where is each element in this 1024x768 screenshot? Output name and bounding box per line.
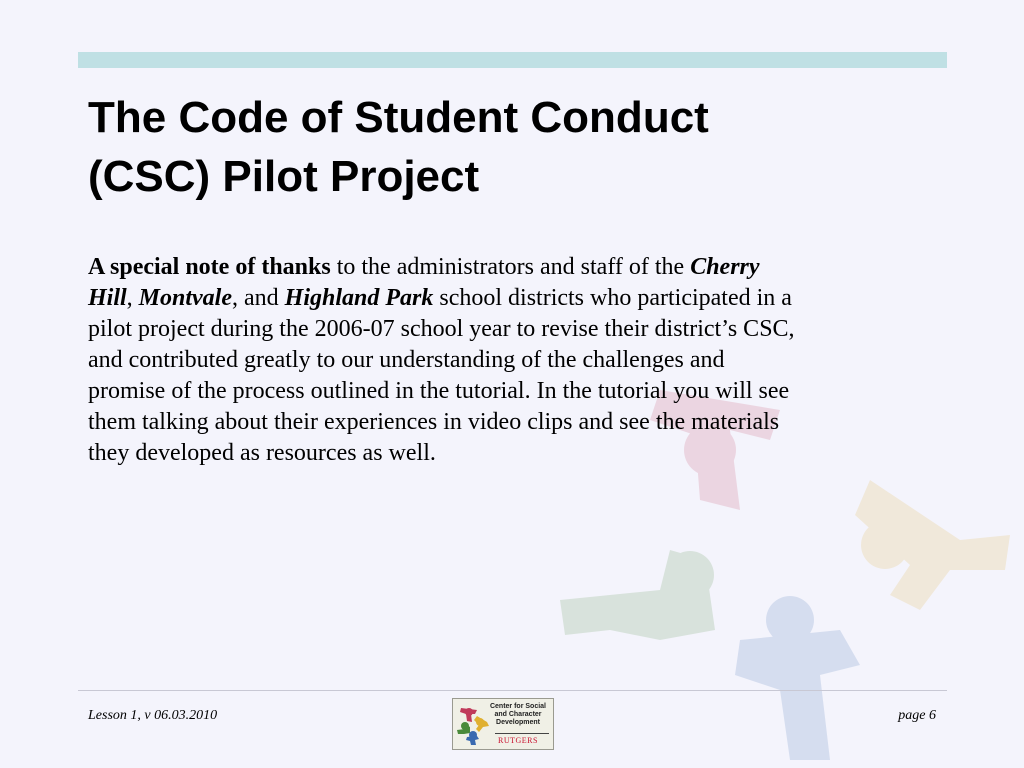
slide-title-line-1: The Code of Student Conduct: [88, 93, 709, 142]
paragraph-line-7: they developed as resources as well.: [88, 440, 436, 466]
slide-title: [88, 88, 888, 206]
footer-divider: [78, 690, 947, 691]
logo-text-line-3: Development: [496, 719, 540, 726]
paragraph-line-3: pilot project during the 2006-07 school year to revise their district’s CSC,: [88, 316, 795, 342]
district-cherry-hill-part1: Cherry: [690, 254, 760, 280]
logo-text-line-1: Center for Social: [489, 703, 546, 710]
paragraph-text-4: school districts who participated in a: [433, 285, 792, 311]
paragraph-line-1: [88, 252, 938, 283]
cscd-rutgers-logo: [452, 698, 554, 750]
lesson-version: Lesson 1, v 06.03.2010: [88, 708, 218, 723]
district-montvale: Montvale: [138, 285, 232, 311]
logo-divider: [495, 733, 549, 734]
paragraph-line-4: and contributed greatly to our understanding of the challenges and: [88, 347, 725, 373]
logo-text: [483, 703, 553, 727]
paragraph-text-3: , and: [232, 285, 285, 311]
thanks-paragraph: [88, 252, 938, 469]
paragraph-text-2: ,: [126, 285, 139, 311]
paragraph-line-5: promise of the process outlined in the tutorial. In the tutorial you will see: [88, 378, 790, 404]
paragraph-line-2: [88, 283, 938, 314]
district-highland-park: Highland Park: [284, 285, 434, 311]
page-number: page 6: [898, 708, 936, 723]
paragraph-text-1: to the administrators and staff of the: [330, 254, 691, 280]
logo-text-line-2: and Character: [494, 711, 542, 718]
logo-institution: RUTGERS: [498, 736, 538, 745]
title-accent-bar: [78, 52, 947, 68]
slide-title-line-2: (CSC) Pilot Project: [88, 152, 480, 201]
district-cherry-hill-part2: Hill: [88, 285, 127, 311]
lead-bold-text: A special note of thanks: [88, 254, 331, 280]
paragraph-line-6: them talking about their experiences in video clips and see the materials: [88, 409, 780, 435]
